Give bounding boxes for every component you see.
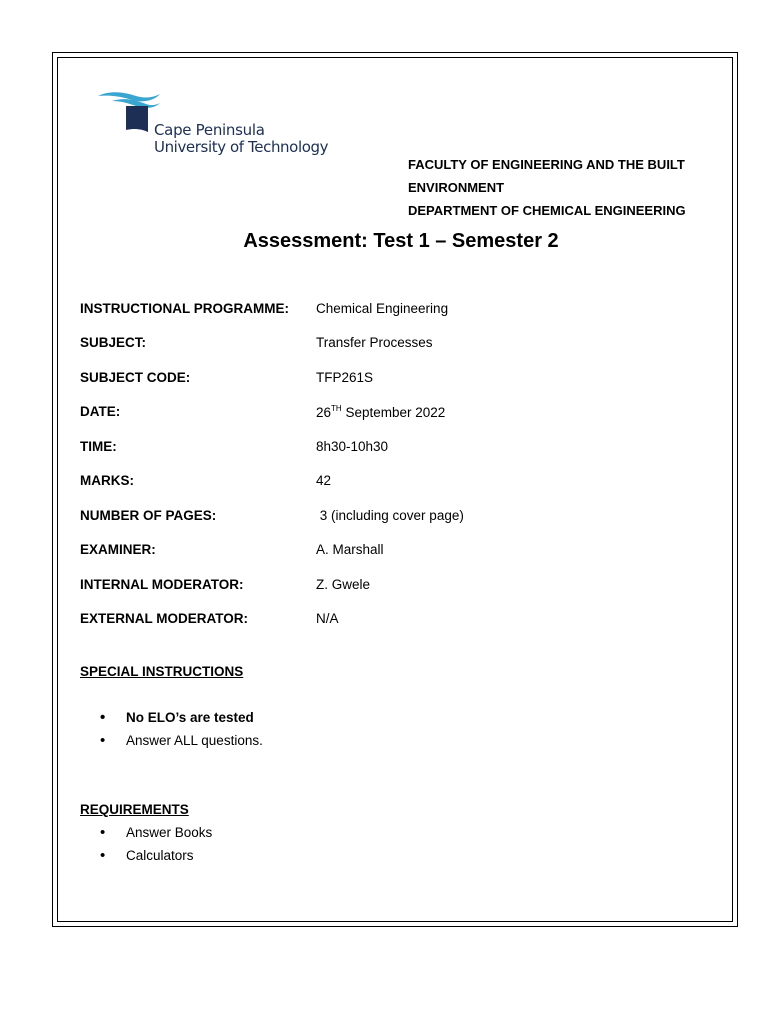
list-item: • Calculators [100, 848, 212, 871]
detail-label: NUMBER OF PAGES: [80, 508, 217, 523]
faculty-line-2: ENVIRONMENT [408, 180, 505, 195]
date-rest: September 2022 [341, 405, 446, 420]
logo-line-1: Cape Peninsula [154, 121, 265, 139]
detail-label: INTERNAL MODERATOR: [80, 577, 244, 592]
detail-label: SUBJECT: [80, 335, 147, 350]
special-instructions-heading: SPECIAL INSTRUCTIONS [80, 664, 244, 679]
faculty-line-1: FACULTY OF ENGINEERING AND THE BUILT [408, 157, 685, 172]
detail-value: 8h30-10h30 [316, 439, 389, 454]
special-instructions-list [100, 710, 263, 756]
detail-label: DATE: [80, 404, 121, 419]
detail-label: INSTRUCTIONAL PROGRAMME: [80, 301, 289, 316]
detail-value: N/A [316, 611, 339, 626]
page-title: Assessment: Test 1 – Semester 2 [243, 230, 559, 252]
list-item: • Answer Books [100, 825, 212, 848]
detail-label: MARKS: [80, 473, 134, 488]
detail-value [316, 404, 445, 420]
detail-label: EXAMINER: [80, 542, 156, 557]
university-name [154, 122, 328, 156]
department-line: DEPARTMENT OF CHEMICAL ENGINEERING [408, 203, 686, 218]
requirements-heading: REQUIREMENTS [80, 802, 189, 817]
requirements-list [100, 825, 212, 871]
detail-label: EXTERNAL MODERATOR: [80, 611, 249, 626]
list-item: • No ELO’s are tested [100, 710, 263, 733]
detail-value: Transfer Processes [316, 335, 433, 350]
detail-value: 42 [316, 473, 332, 488]
logo-line-2: University of Technology [154, 138, 329, 156]
detail-value: TFP261S [316, 370, 374, 385]
detail-value: A. Marshall [316, 542, 384, 557]
list-item: • Answer ALL questions. [100, 733, 263, 756]
detail-label: SUBJECT CODE: [80, 370, 191, 385]
detail-label: TIME: [80, 439, 117, 454]
faculty-block [408, 153, 686, 222]
detail-value: 3 (including cover page) [316, 508, 464, 523]
date-day: 26 [316, 405, 332, 420]
detail-value: Z. Gwele [316, 577, 371, 592]
date-suffix: TH [331, 404, 342, 413]
detail-value: Chemical Engineering [316, 301, 449, 316]
